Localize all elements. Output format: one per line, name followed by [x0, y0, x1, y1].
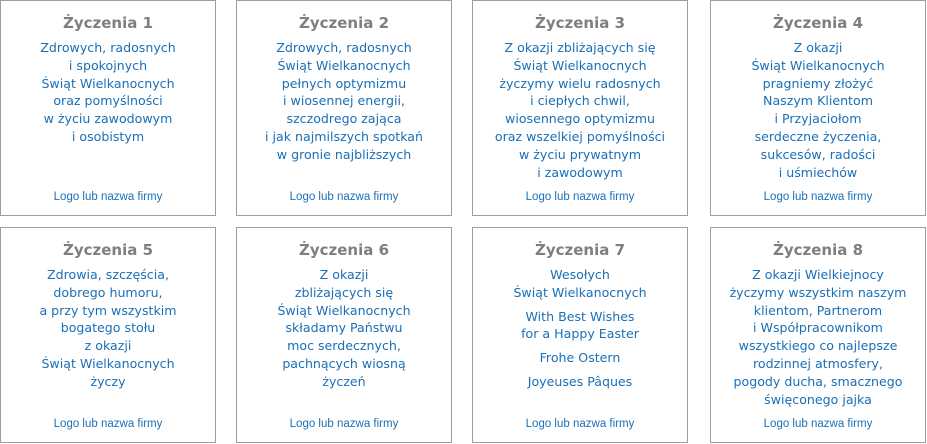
greeting-polish [477, 266, 683, 302]
card-line: Zdrowych, radosnych [40, 40, 176, 55]
card-line: wszystkiego co najlepsze [738, 338, 898, 354]
card-line: Joyeuses Pâques [527, 373, 633, 389]
card-line: w życiu zawodowym [43, 111, 173, 127]
card-line: i spokojnych [68, 57, 148, 73]
card-text [477, 39, 683, 181]
card-line: Świąt Wielkanocnych [41, 75, 175, 91]
card-line: Frohe Ostern [539, 350, 621, 366]
greeting-english [477, 308, 683, 344]
card-line: szczodrego zająca [286, 111, 402, 127]
card-title: Życzenia 7 [534, 241, 626, 259]
card-title: Życzenia 4 [772, 14, 864, 32]
card-line: Świąt Wielkanocnych [277, 302, 411, 318]
card-line: pachnących wiosną [282, 355, 406, 371]
card-logo-placeholder: Logo lub nazwa firmy [763, 418, 873, 430]
card-text [5, 266, 211, 391]
card-line: Zdrowia, szczęścia, [47, 267, 169, 282]
greeting-card-4[interactable] [710, 0, 926, 216]
card-line: klientom, Partnerom [753, 302, 883, 318]
card-title: Życzenia 2 [298, 14, 390, 32]
card-logo-placeholder: Logo lub nazwa firmy [289, 418, 399, 430]
card-line: pragniemy złożyć [762, 75, 874, 91]
card-logo-placeholder: Logo lub nazwa firmy [53, 418, 163, 430]
card-line: Z okazji [319, 267, 369, 282]
card-title: Życzenia 6 [298, 241, 390, 259]
card-line: Świąt Wielkanocnych [277, 57, 411, 73]
card-logo-placeholder: Logo lub nazwa firmy [53, 191, 163, 203]
card-logo-placeholder: Logo lub nazwa firmy [289, 191, 399, 203]
card-line: Naszym Klientom [763, 93, 873, 109]
card-line: życzy [90, 373, 126, 389]
card-title: Życzenia 3 [534, 14, 626, 32]
card-line: życzymy wielu radosnych [499, 75, 661, 91]
card-line: for a Happy Easter [521, 326, 639, 342]
card-line: moc serdecznych, [287, 338, 401, 354]
card-text [241, 39, 447, 164]
greeting-card-7[interactable] [472, 227, 688, 443]
card-line: i ciepłych chwil, [530, 93, 630, 109]
greeting-card-5[interactable] [0, 227, 216, 443]
card-line: i uśmiechów [778, 164, 858, 180]
card-title: Życzenia 5 [62, 241, 154, 259]
card-line: z okazji [84, 338, 132, 354]
card-line: pełnych optymizmu [281, 75, 407, 91]
card-line: Z okazji zbliżających się [504, 40, 656, 55]
card-line: oraz wszelkiej pomyślności [494, 128, 666, 144]
greeting-card-6[interactable] [236, 227, 452, 443]
card-line: pogody ducha, smacznego [733, 373, 903, 389]
card-line: życzeń [322, 373, 366, 389]
greeting-card-2[interactable] [236, 0, 452, 216]
card-line: i Przyjaciołom [774, 111, 862, 127]
card-line: a przy tym wszystkim [39, 302, 177, 318]
greeting-french [477, 373, 683, 391]
card-line: Świąt Wielkanocnych [513, 284, 647, 300]
card-logo-placeholder: Logo lub nazwa firmy [763, 191, 873, 203]
card-line: składamy Państwu [285, 320, 403, 336]
card-text [715, 39, 921, 181]
card-line: zbliżających się [294, 284, 394, 300]
card-line: Świąt Wielkanocnych [751, 57, 885, 73]
card-line: Z okazji Wielkiejnocy [752, 267, 884, 282]
card-text [241, 266, 447, 391]
card-line: święconego jajka [764, 391, 872, 407]
card-line: życzymy wszystkim naszym [729, 284, 907, 300]
card-line: rodzinnej atmosfery, [753, 355, 883, 371]
card-logo-placeholder: Logo lub nazwa firmy [525, 191, 635, 203]
card-line: Z okazji [793, 40, 843, 55]
card-title: Życzenia 8 [772, 241, 864, 259]
card-line: Świąt Wielkanocnych [41, 355, 175, 371]
greeting-card-8[interactable] [710, 227, 926, 443]
card-line: wiosennego optymizmu [505, 111, 655, 127]
card-line: i zawodowym [537, 164, 623, 180]
card-line: i wiosennej energii, [283, 93, 405, 109]
card-line: Wesołych [550, 267, 610, 282]
card-line: oraz pomyślności [53, 93, 163, 109]
card-text [5, 39, 211, 146]
card-line: dobrego humoru, [53, 284, 163, 300]
card-title: Życzenia 1 [62, 14, 154, 32]
card-line: w życiu prywatnym [518, 146, 642, 162]
card-logo-placeholder: Logo lub nazwa firmy [525, 418, 635, 430]
greeting-card-1[interactable] [0, 0, 216, 216]
greeting-card-3[interactable] [472, 0, 688, 216]
card-line: i jak najmilszych spotkań [265, 128, 423, 144]
card-line: Świąt Wielkanocnych [513, 57, 647, 73]
card-line: i Współpracownikom [753, 320, 883, 336]
card-line: bogatego stołu [60, 320, 156, 336]
greeting-german [477, 349, 683, 367]
card-line: serdeczne życzenia, [754, 128, 882, 144]
card-line: sukcesów, radości [760, 146, 876, 162]
card-line: w gronie najbliższych [276, 146, 412, 162]
card-line: Zdrowych, radosnych [276, 40, 412, 55]
card-text [477, 266, 683, 391]
card-line: With Best Wishes [525, 308, 635, 324]
card-text [715, 266, 921, 408]
card-line: i osobistym [71, 128, 145, 144]
